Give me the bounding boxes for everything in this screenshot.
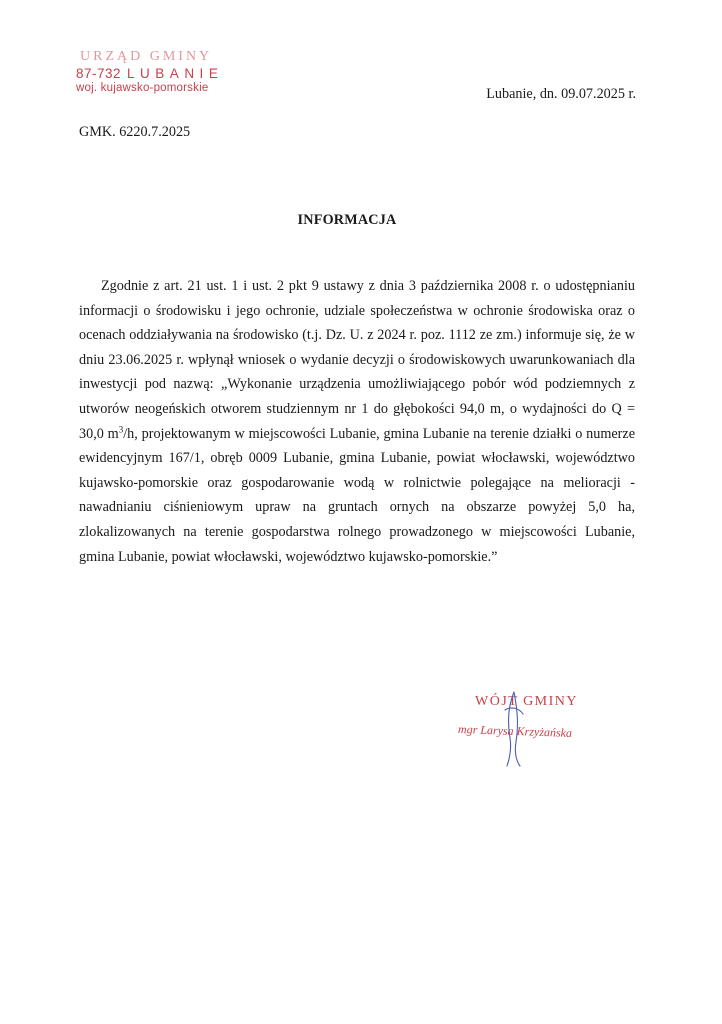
signatory-name: mgr Larysa Krzyżańska <box>457 722 573 740</box>
cubic-superscript: 3 <box>118 423 124 434</box>
stamp-office-name: URZĄD GMINY <box>80 49 213 64</box>
office-stamp <box>76 50 223 94</box>
document-body <box>79 274 635 569</box>
body-text-part-1: Zgodnie z art. 21 ust. 1 i ust. 2 pkt 9 ustawy z dnia 3 października 2008 r. o udostępnianiu informacji o środowisku i jego ochronie, udziale społeczeństwa w ochronie środowiska oraz o ocenach oddziaływania na środowisko (t.j. Dz. U. z 2024 r. poz. 1112 ze zm.) informuje się, że w dniu 23.06.2025 r. wpłynął wniosek o wydanie decyzji o środowiskowych uwarunkowaniach dla inwestycji pod nazwą: „Wykonanie urządzenia umożliwiającego pobór wód podziemnych z utworów neogeńskich otworem studziennym nr 1 do głębokości 94,0 m, o wydajności do Q = 30,0 m <box>79 278 635 442</box>
handwritten-signature <box>501 690 527 768</box>
stamp-voivodeship: woj. kujawsko-pomorskie <box>76 81 209 94</box>
document-date: Lubanie, dn. 09.07.2025 r. <box>486 86 636 102</box>
stamp-address <box>76 67 223 81</box>
signature-title: WÓJT GMINY <box>475 694 579 709</box>
reference-number: GMK. 6220.7.2025 <box>79 124 191 140</box>
stamp-town: LUBANIE <box>127 66 224 81</box>
stamp-postal-code: 87-732 <box>76 66 122 81</box>
document-title: INFORMACJA <box>297 212 397 228</box>
signature-block <box>455 690 625 770</box>
body-text-part-2: /h, projektowanym w miejscowości Lubanie, gmina Lubanie na terenie działki o numerze ewidencyjnym 167/1, obręb 0009 Lubanie, gmina Lubanie, powiat włocławski, województwo kujawsko-pomorskie oraz gospodarowanie wodą w rolnictwie polegające na melioracji - nawadnianiu ciśnieniowym upraw na gruntach ornych na obszarze powyżej 5,0 ha, zlokalizowanych na terenie gospodarstwa rolnego prowadzonego w miejscowości Lubanie, gmina Lubanie, powiat włocławski, województwo kujawsko-pomorskie.” <box>79 425 635 565</box>
